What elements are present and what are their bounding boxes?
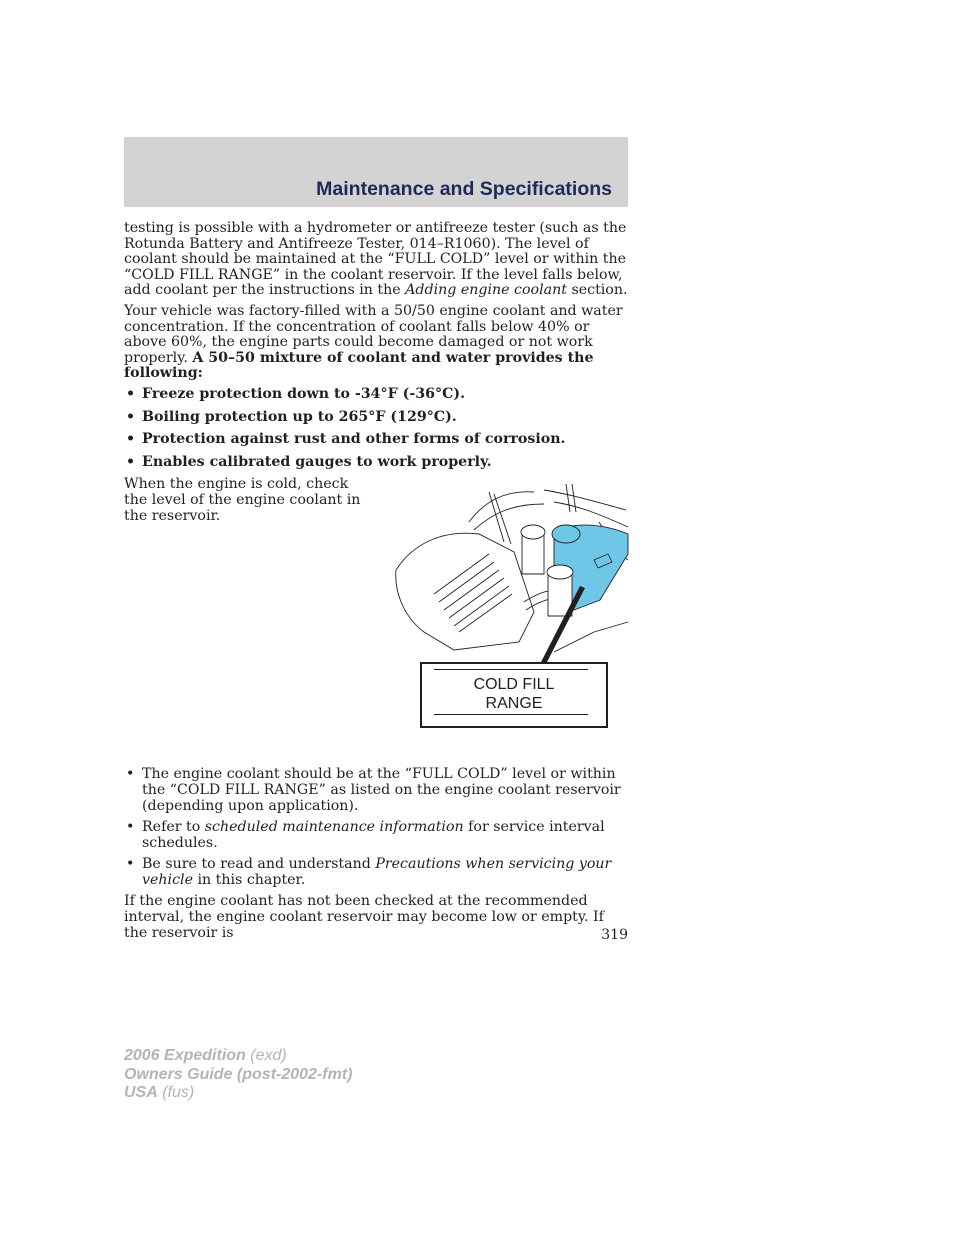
engine-hose: [469, 492, 534, 522]
benefits-list: [124, 387, 630, 470]
engine-cover-fin: [454, 586, 509, 626]
list-item: • Freeze protection down to -34°F (-36°C).: [124, 387, 630, 403]
engine-hose: [554, 502, 628, 527]
engine-cover-fin: [439, 562, 494, 602]
master-cylinder-cap-icon: [521, 525, 545, 539]
page-number: 319: [601, 927, 628, 943]
section-header: [124, 137, 628, 207]
intro-paragraph: [124, 221, 630, 299]
list-item: • Enables calibrated gauges to work properly.: [124, 455, 630, 471]
engine-cover-fin: [459, 594, 512, 632]
engine-hose: [566, 484, 570, 512]
footer-line-3: USA (fus): [124, 1084, 195, 1101]
check-instruction: When the engine is cold, check the level of the engine coolant in the reservoir.: [124, 476, 361, 524]
document-footer: [124, 1047, 352, 1103]
coolant-notes-list: [124, 767, 630, 888]
label-rule-top: [434, 669, 588, 670]
page-content: [124, 221, 630, 946]
master-cylinder-icon: [522, 534, 544, 574]
intro-text-end: section.: [566, 282, 628, 299]
coolant-figure-row: [124, 477, 630, 752]
engine-cover-fin: [449, 578, 504, 618]
washer-bottle-cap-icon: [547, 565, 573, 579]
concentration-paragraph: [124, 304, 630, 382]
footer-line-1: 2006 Expedition (exd): [124, 1047, 287, 1064]
engine-cover-outline: [396, 534, 534, 651]
label-text: [422, 675, 606, 713]
list-item: • Boiling protection up to 265°F (129°C).: [124, 410, 630, 426]
engine-hose: [544, 490, 626, 510]
cold-fill-range-label: [420, 662, 608, 728]
section-title: Maintenance and Specifications: [316, 178, 612, 200]
precautions-reference: Precautions when servicing your vehicle: [142, 856, 612, 888]
intro-reference: Adding engine coolant: [405, 282, 567, 299]
concentration-text: Your vehicle was factory-filled with a 50/50 engine coolant and water concentration. If the concentration of coolant falls below 40% or above 60%, the engine parts could become damaged or not work properly.: [124, 302, 623, 366]
reservoir-cap-icon: [552, 525, 580, 543]
list-item: • The engine coolant should be at the “FULL COLD” level or within the “COLD FILL RANGE” as listed on the engine coolant reservoir (depending upon application).: [124, 767, 630, 814]
label-rule-bottom: [434, 714, 588, 715]
footer-line-2: Owners Guide (post-2002-fmt): [124, 1065, 353, 1083]
label-line-2: RANGE: [485, 695, 543, 713]
maintenance-reference: scheduled maintenance information: [204, 819, 464, 836]
final-paragraph: If the engine coolant has not been checked at the recommended interval, the engine coolant reservoir may become low or empty. If the reservoir is: [124, 893, 604, 941]
concentration-emphasis: A 50–50 mixture of coolant and water provides the following:: [124, 349, 594, 382]
list-item: • Protection against rust and other forms of corrosion.: [124, 432, 630, 448]
engine-cover-fin: [444, 570, 499, 610]
intro-text: testing is possible with a hydrometer or antifreeze tester (such as the Rotunda Battery and Antifreeze Tester, 014–R1060). The level of coolant should be maintained at the “FULL COLD” level or within the “COLD FILL RANGE” in the coolant reservoir. If the level falls below, add coolant per the instructions in the: [124, 220, 627, 299]
list-item: • Refer to scheduled maintenance information for service interval schedules.: [124, 820, 630, 851]
engine-cover-fin: [434, 554, 489, 594]
engine-hose: [572, 484, 576, 512]
label-line-1: COLD FILL: [473, 676, 555, 694]
list-item: • Be sure to read and understand Precautions when servicing your vehicle in this chapter.: [124, 857, 630, 888]
